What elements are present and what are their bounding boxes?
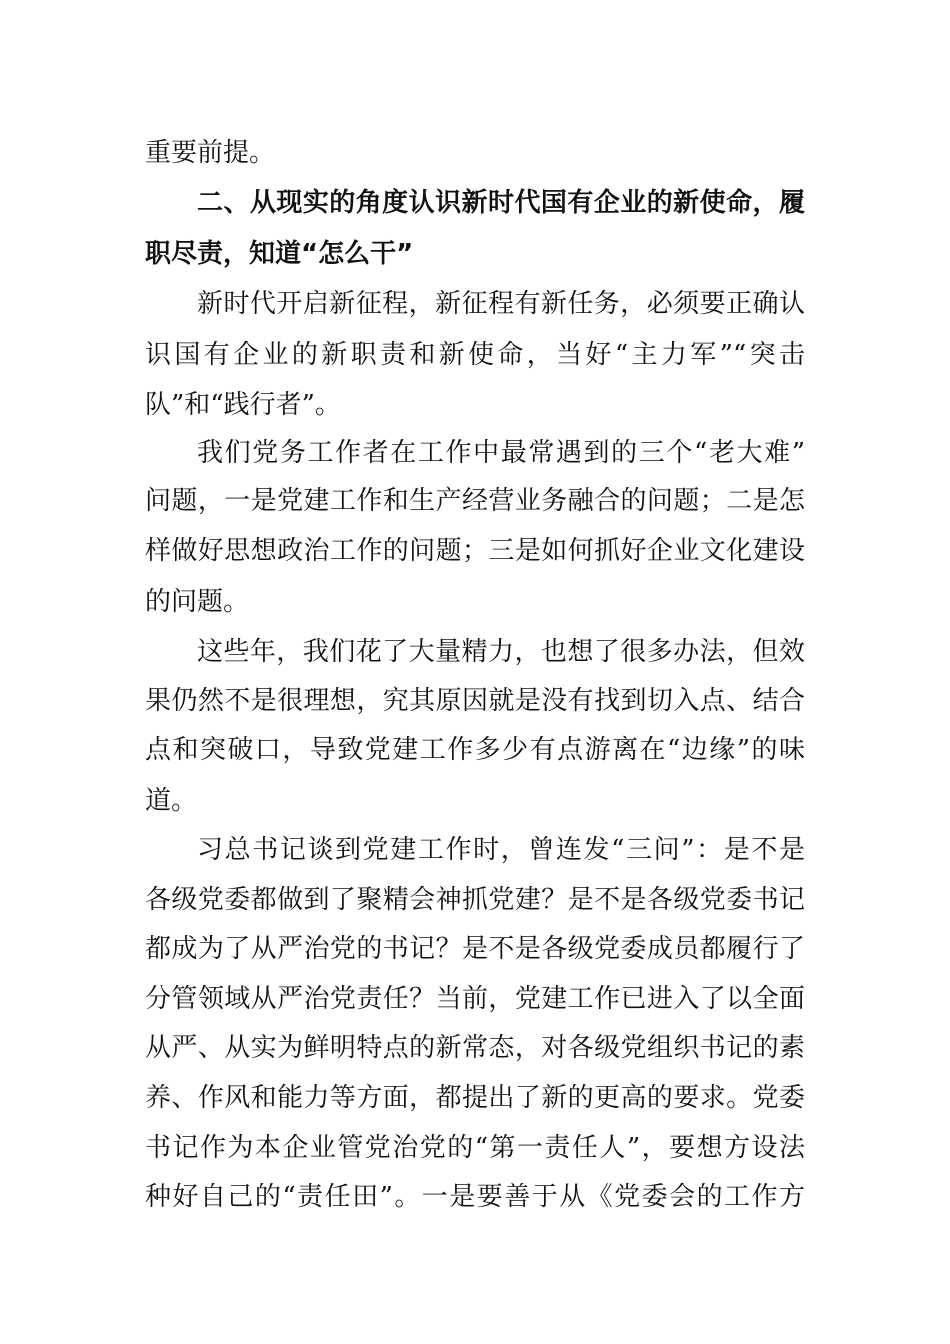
paragraph-line: 新时代开启新征程，新征程有新任务，必须要正确认 — [197, 289, 805, 319]
paragraph-line: 习总书记谈到党建工作时，曾连发“三问”：是不是 — [197, 835, 805, 865]
paragraph-line: 我们党务工作者在工作中最常遇到的三个“老大难” — [197, 438, 805, 468]
paragraph-line: 重要前提。 — [145, 138, 276, 168]
paragraph-line: 识国有企业的新职责和新使命，当好“主力军”“突击 — [145, 340, 805, 370]
paragraph-line: 种好自己的“责任田”。一是要善于从《党委会的工作方 — [145, 1182, 805, 1212]
paragraph-line: 问题，一是党建工作和生产经营业务融合的问题；二是怎 — [145, 486, 805, 516]
paragraph-line: 都成为了从严治党的书记？是不是各级党委成员都履行了 — [145, 934, 805, 964]
paragraph-line: 队”和“践行者”。 — [145, 390, 341, 420]
paragraph-line: 样做好思想政治工作的问题；三是如何抓好企业文化建设 — [145, 536, 805, 566]
paragraph-line: 各级党委都做到了聚精会神抓党建？是不是各级党委书记 — [145, 885, 805, 915]
paragraph-line: 从严、从实为鲜明特点的新常态，对各级党组织书记的素 — [145, 1033, 805, 1063]
section-heading-line: 职尽责，知道“怎么干” — [145, 239, 414, 269]
paragraph-line: 点和突破口，导致党建工作多少有点游离在“边缘”的味 — [145, 735, 805, 765]
paragraph-line: 这些年，我们花了大量精力，也想了很多办法，但效 — [197, 637, 805, 667]
paragraph-line: 道。 — [145, 786, 198, 816]
paragraph-line: 养、作风和能力等方面，都提出了新的更高的要求。党委 — [145, 1083, 805, 1113]
paragraph-line: 书记作为本企业管党治党的“第一责任人”，要想方设法 — [145, 1133, 805, 1163]
section-heading-line: 二、从现实的角度认识新时代国有企业的新使命，履 — [197, 188, 805, 218]
paragraph-line: 的问题。 — [145, 587, 250, 617]
paragraph-line: 果仍然不是很理想，究其原因就是没有找到切入点、结合 — [145, 686, 805, 716]
paragraph-line: 分管领域从严治党责任？当前，党建工作已进入了以全面 — [145, 984, 805, 1014]
